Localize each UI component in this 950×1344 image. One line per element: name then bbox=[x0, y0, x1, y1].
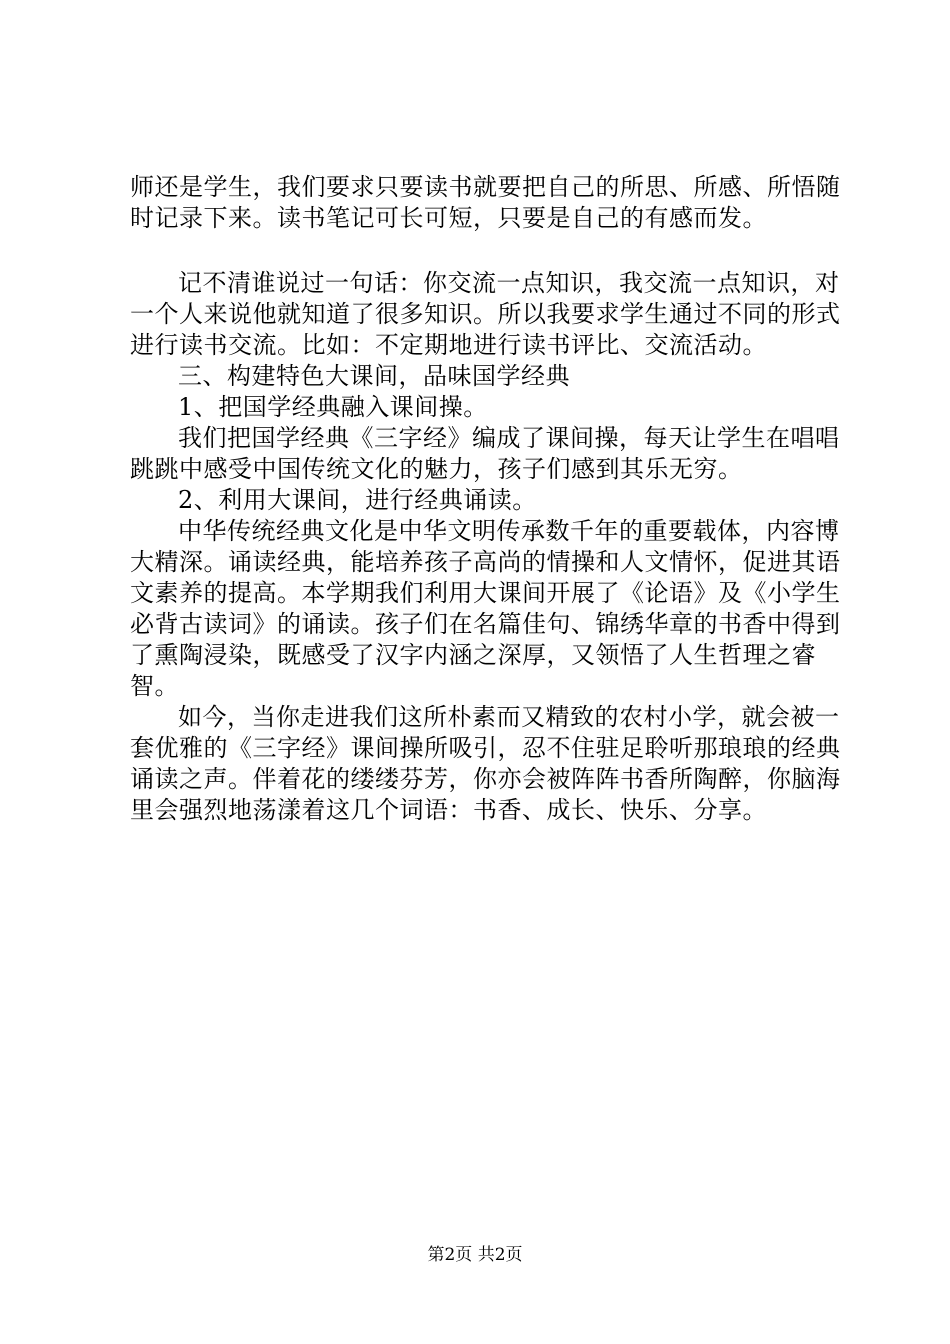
section-heading-three: 三、构建特色大课间，品味国学经典 bbox=[178, 362, 570, 390]
paragraph-exchange: 记不清谁说过一句话：你交流一点知识，我交流一点知识，对一个人来说他就知道了很多知识。所以我要求学生通过不同的形式进行读书交流。比如：不定期地进行读书评比、交流活动。 bbox=[130, 269, 841, 359]
subheading-one: 1、把国学经典融入课间操。 bbox=[178, 393, 488, 421]
paragraph-continued: 师还是学生，我们要求只要读书就要把自己的所思、所感、所悟随时记录下来。读书笔记可长可短，只要是自己的有感而发。 bbox=[130, 173, 841, 232]
page-number-footer: 第2页 共2页 bbox=[427, 1245, 523, 1265]
subheading-two: 2、利用大课间，进行经典诵读。 bbox=[178, 486, 537, 514]
paragraph-recitation: 中华传统经典文化是中华文明传承数千年的重要载体，内容博大精深。诵读经典，能培养孩子高尚的情操和人文情怀，促进其语文素养的提高。本学期我们利用大课间开展了《论语》及《小学生必背古读词》的诵读。孩子们在名篇佳句、锦绣华章的书香中得到了熏陶浸染，既感受了汉字内涵之深厚，又领悟了人生哲理之睿智。 bbox=[130, 517, 841, 700]
paragraph-exercise: 我们把国学经典《三字经》编成了课间操，每天让学生在唱唱跳跳中感受中国传统文化的魅力，孩子们感到其乐无穷。 bbox=[130, 424, 840, 483]
document-body bbox=[130, 172, 850, 826]
paragraph-conclusion: 如今，当你走进我们这所朴素而又精致的农村小学，就会被一套优雅的《三字经》课间操所吸引，忍不住驻足聆听那琅琅的经典诵读之声。伴着花的缕缕芬芳，你亦会被阵阵书香所陶醉，你脑海里会强烈地荡漾着这几个词语：书香、成长、快乐、分享。 bbox=[130, 703, 841, 824]
